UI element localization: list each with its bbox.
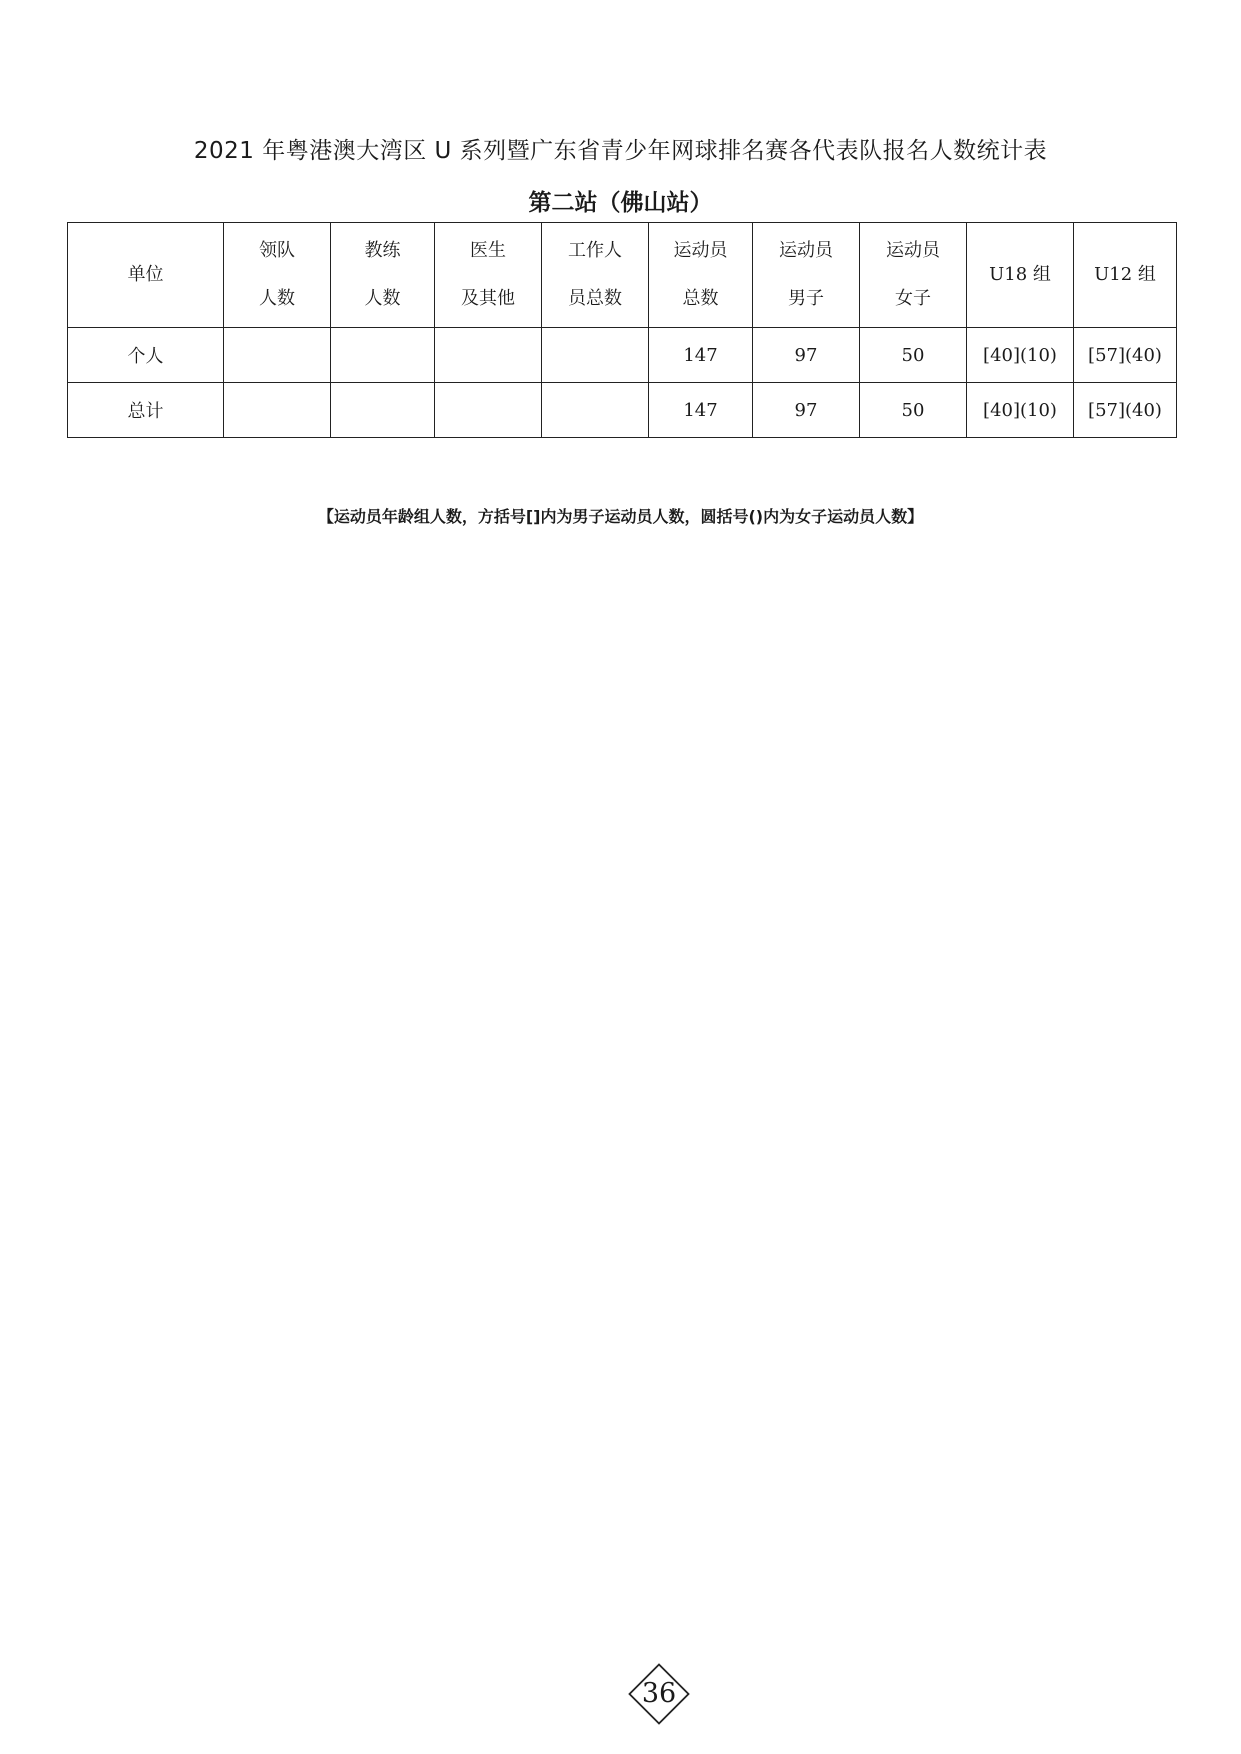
- table-header-row: [68, 223, 1177, 328]
- cell-athlete-female: 50: [860, 328, 967, 383]
- cell-doctor-other: [435, 328, 542, 383]
- cell-athlete-total: 147: [649, 383, 753, 438]
- header-doctor-other: 医生 及其他: [435, 223, 542, 328]
- cell-coach-count: [331, 383, 435, 438]
- cell-doctor-other: [435, 383, 542, 438]
- header-unit: 单位: [68, 223, 224, 328]
- page-number-badge: [628, 1663, 690, 1725]
- cell-leader-count: [224, 383, 331, 438]
- cell-coach-count: [331, 328, 435, 383]
- cell-athlete-total: 147: [649, 328, 753, 383]
- document-title: 2021 年粤港澳大湾区 U 系列暨广东省青少年网球排名赛各代表队报名人数统计表: [193, 138, 1048, 164]
- header-athlete-male: 运动员 男子: [753, 223, 860, 328]
- cell-athlete-male: 97: [753, 383, 860, 438]
- cell-staff-total: [542, 383, 649, 438]
- cell-u12-group: [57](40): [1074, 328, 1177, 383]
- cell-athlete-female: 50: [860, 383, 967, 438]
- header-u18-group: U18 组: [967, 223, 1074, 328]
- cell-staff-total: [542, 328, 649, 383]
- cell-athlete-male: 97: [753, 328, 860, 383]
- cell-u18-group: [40](10): [967, 383, 1074, 438]
- header-athlete-female: 运动员 女子: [860, 223, 967, 328]
- table-row: [68, 328, 1177, 383]
- header-staff-total: 工作人 员总数: [542, 223, 649, 328]
- cell-u18-group: [40](10): [967, 328, 1074, 383]
- cell-leader-count: [224, 328, 331, 383]
- header-coach-count: 教练 人数: [331, 223, 435, 328]
- header-athlete-total: 运动员 总数: [649, 223, 753, 328]
- cell-unit: 总计: [68, 383, 224, 438]
- registration-stats-table: [67, 222, 1177, 438]
- table-footnote: 【运动员年龄组人数，方括号[]内为男子运动员人数，圆括号()内为女子运动员人数】: [317, 507, 924, 526]
- header-u12-group: U12 组: [1074, 223, 1177, 328]
- document-subtitle: 第二站（佛山站）: [528, 190, 713, 216]
- header-leader-count: 领队 人数: [224, 223, 331, 328]
- cell-u12-group: [57](40): [1074, 383, 1177, 438]
- cell-unit: 个人: [68, 328, 224, 383]
- table-row: [68, 383, 1177, 438]
- page-number: 36: [641, 1678, 677, 1709]
